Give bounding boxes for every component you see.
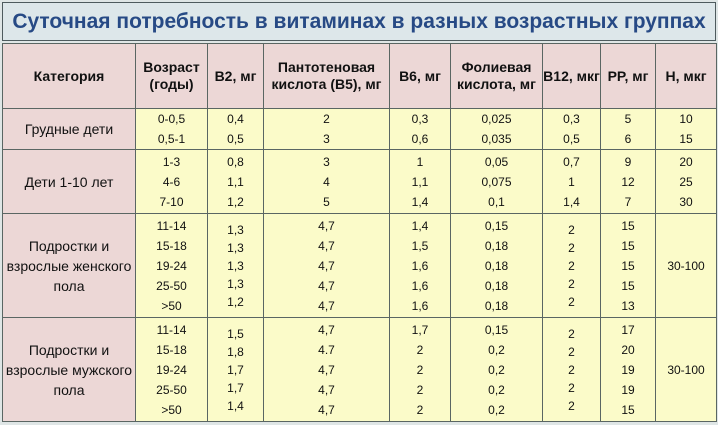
cell-value: 15	[621, 218, 635, 233]
cell-value: 15	[621, 402, 635, 417]
cell-value: 0,2	[488, 342, 505, 357]
b12-cell	[543, 214, 601, 318]
cell-value: 1,4	[411, 194, 429, 209]
cell-value: 0,8	[227, 154, 244, 169]
table-row	[3, 109, 717, 150]
cell-value: 0,5-1	[157, 132, 186, 146]
cell-value: 4,7	[318, 322, 335, 337]
cell-value: 1,6	[411, 258, 429, 273]
b2-cell	[208, 109, 264, 150]
cell-value: 1,5	[227, 326, 244, 341]
cell-value: 1,3	[227, 276, 244, 291]
folic-cell	[451, 150, 543, 214]
pp-cell	[601, 109, 656, 150]
cell-value: 1,4	[563, 194, 580, 209]
table-row	[3, 214, 717, 318]
cell-value: 1,1	[411, 174, 429, 189]
pp-cell	[601, 150, 656, 214]
b12-cell	[543, 109, 601, 150]
cell-value: 1,3	[227, 258, 244, 273]
cell-value: 11-14	[156, 218, 187, 233]
cell-value: 0,18	[484, 298, 509, 313]
cell-value: 4	[323, 174, 330, 189]
cell-value: 0,075	[481, 174, 512, 189]
row-category: Грудные дети	[3, 109, 136, 150]
header-pp: PP, мг	[601, 44, 656, 109]
header-folic: Фолиевая кислота, мг	[451, 44, 543, 109]
pp-cell	[601, 318, 656, 422]
cell-value: 4-6	[162, 174, 181, 189]
cell-value: 1,5	[411, 238, 429, 253]
header-b6: B6, мг	[390, 44, 451, 109]
h-cell	[656, 109, 717, 150]
cell-value: 15	[679, 132, 693, 146]
header-b5: Пантотеновая кислота (B5), мг	[264, 44, 390, 109]
header-h: H, мкг	[656, 44, 717, 109]
b12-cell	[543, 318, 601, 422]
h-cell: 30-100	[656, 318, 717, 422]
age-cell	[136, 214, 208, 318]
cell-value: 0,2	[488, 382, 505, 397]
cell-value: 25	[679, 174, 693, 189]
cell-value: 4,7	[318, 278, 335, 293]
cell-value: 1,4	[411, 218, 429, 233]
cell-value: 0,5	[563, 132, 580, 146]
cell-value: 19-24	[156, 362, 187, 377]
cell-value: 19	[621, 382, 635, 397]
cell-value: 3	[323, 154, 330, 169]
age-cell	[136, 150, 208, 214]
b5-cell	[264, 109, 390, 150]
cell-value: 0,7	[563, 154, 580, 169]
b6-cell	[390, 150, 451, 214]
cell-value: 15	[621, 278, 635, 293]
cell-value: 9	[624, 154, 632, 169]
cell-value: 3	[323, 132, 330, 146]
cell-value: 10	[679, 112, 693, 126]
cell-value: 2	[568, 362, 575, 377]
cell-value: 1,7	[227, 362, 244, 377]
cell-value: 1,6	[411, 298, 429, 313]
header-age: Возраст (годы)	[136, 44, 208, 109]
b2-cell	[208, 318, 264, 422]
header-category: Категория	[3, 44, 136, 109]
cell-value: 4,7	[318, 258, 335, 273]
cell-value: 15-18	[156, 342, 187, 357]
folic-cell	[451, 109, 543, 150]
cell-value: 2	[568, 294, 575, 309]
cell-value: 2	[416, 402, 424, 417]
cell-value: 4,7	[318, 238, 335, 253]
cell-value: 17	[621, 322, 635, 337]
h-cell: 30-100	[656, 214, 717, 318]
cell-value: 0,035	[481, 132, 512, 146]
cell-value: 2	[568, 222, 575, 237]
cell-value: 0,18	[484, 258, 509, 273]
cell-value: 0,05	[484, 154, 509, 169]
cell-value: 19	[621, 362, 635, 377]
table-row	[3, 318, 717, 422]
cell-value: 1,7	[411, 322, 429, 337]
cell-value: 0,025	[481, 112, 512, 126]
cell-value: 2	[323, 112, 330, 126]
cell-value: 1	[416, 154, 424, 169]
cell-value: 4,7	[318, 402, 335, 417]
cell-value: 0,5	[227, 132, 244, 146]
cell-value: 20	[621, 342, 635, 357]
cell-value: 13	[621, 298, 635, 313]
cell-value: 0,1	[488, 194, 505, 209]
cell-value: 19-24	[156, 258, 187, 273]
cell-value: 5	[323, 194, 330, 209]
cell-value: 2	[568, 258, 575, 273]
cell-value: 0,15	[484, 218, 509, 233]
pp-cell	[601, 214, 656, 318]
cell-value: 1,2	[227, 194, 244, 209]
cell-value: 0,2	[488, 402, 505, 417]
cell-value: 4.7	[318, 342, 335, 357]
table-row	[3, 150, 717, 214]
cell-value: 1,3	[227, 240, 244, 255]
folic-cell	[451, 318, 543, 422]
cell-value: 1,4	[227, 398, 244, 413]
b2-cell	[208, 150, 264, 214]
cell-value: 2	[416, 362, 424, 377]
cell-value: 1	[568, 174, 575, 189]
row-category: Подростки и взрослые женского пола	[3, 214, 136, 318]
cell-value: 2	[568, 398, 575, 413]
cell-value: 0,18	[484, 238, 509, 253]
cell-value: 4,7	[318, 362, 335, 377]
cell-value: 15	[621, 238, 635, 253]
cell-value: 2	[568, 240, 575, 255]
folic-cell	[451, 214, 543, 318]
cell-value: 2	[568, 276, 575, 291]
cell-value: 1,7	[227, 380, 244, 395]
cell-value: 1-3	[162, 154, 181, 169]
cell-value: 1,2	[227, 294, 244, 309]
cell-value: 5	[624, 112, 632, 126]
cell-value: 0,2	[488, 362, 505, 377]
h-cell	[656, 150, 717, 214]
b6-cell	[390, 318, 451, 422]
cell-value: 2	[568, 344, 575, 359]
b6-cell	[390, 214, 451, 318]
cell-value: 0,3	[563, 112, 580, 126]
cell-value: 2	[416, 342, 424, 357]
cell-value: 12	[621, 174, 635, 189]
cell-value: 0,18	[484, 278, 509, 293]
cell-value: 7	[624, 194, 632, 209]
row-category: Подростки и взрослые мужского пола	[3, 318, 136, 422]
cell-value: 4,7	[318, 218, 335, 233]
cell-value: 4,7	[318, 298, 335, 313]
b12-cell	[543, 150, 601, 214]
vitamin-table	[2, 43, 717, 422]
page-title: Суточная потребность в витаминах в разных возрастных группах	[2, 2, 716, 41]
age-cell	[136, 318, 208, 422]
header-b2: B2, мг	[208, 44, 264, 109]
cell-value: 30	[679, 194, 693, 209]
cell-value: 0,4	[227, 112, 244, 126]
cell-value: 25-50	[156, 382, 187, 397]
cell-value: 2	[568, 326, 575, 341]
cell-value: 1,3	[227, 222, 244, 237]
b6-cell	[390, 109, 451, 150]
cell-value: 20	[679, 154, 693, 169]
cell-value: 0,6	[411, 132, 429, 146]
b5-cell	[264, 318, 390, 422]
cell-value: 11-14	[156, 322, 187, 337]
b2-cell	[208, 214, 264, 318]
cell-value: 15-18	[156, 238, 187, 253]
cell-value: 0-0,5	[157, 112, 186, 126]
header-b12: B12, мкг	[543, 44, 601, 109]
cell-value: 1,8	[227, 344, 244, 359]
cell-value: 7-10	[159, 194, 184, 209]
cell-value: 0,15	[484, 322, 509, 337]
b5-cell	[264, 214, 390, 318]
cell-value: 6	[624, 132, 632, 146]
b5-cell	[264, 150, 390, 214]
age-cell	[136, 109, 208, 150]
header-row	[3, 44, 717, 109]
cell-value: 15	[621, 258, 635, 273]
cell-value: 25-50	[156, 278, 187, 293]
cell-value: 2	[416, 382, 424, 397]
cell-value: >50	[161, 402, 182, 417]
cell-value: 0,3	[411, 112, 429, 126]
cell-value: >50	[161, 298, 182, 313]
cell-value: 1,6	[411, 278, 429, 293]
row-category: Дети 1-10 лет	[3, 150, 136, 214]
cell-value: 2	[568, 380, 575, 395]
cell-value: 4,7	[318, 382, 335, 397]
cell-value: 1,1	[227, 174, 244, 189]
